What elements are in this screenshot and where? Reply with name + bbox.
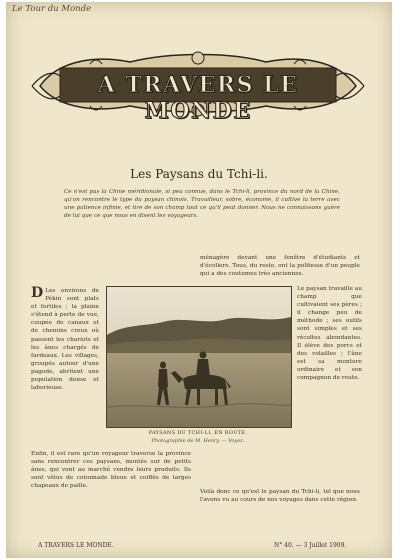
text-column-bottom-right: Voilà donc ce qu'est le paysan du Tchi-li, tel que nous l'avons vu au cours de nos voyages dans cette région. (200, 489, 360, 504)
text-column-right: Le paysan travaille au champ que cultivaient ses pères ; il change peu de méthode ; ses outils sont simples et ses récoltes abondantes. Il élève des porcs et des volailles ; l'âne est sa monture ordinaire et son compagnon de route. (297, 286, 362, 382)
drop-cap: D (31, 285, 44, 301)
text-column-left: D Les environs de Pékin sont plats et fertiles ; la plaine s'étend à perte de vue, coupée de canaux et de chemins creux où passent les chariots et les ânes chargés de fardeaux. Les villages, groupés autour d'une pagode, abritent une population dense et laborieuse. (31, 285, 99, 392)
footer-left: A TRAVERS LE MONDE. (38, 542, 114, 549)
photo-caption: PAYSANS DU TCHI-LI, EN ROUTE. (148, 430, 248, 436)
banner-title: A TRAVERS LE MONDE (97, 72, 299, 124)
text-column-bottom-left: Enfin, il est rare qu'un voyageur traverse la province sans rencontrer ces paysans, montés sur de petits ânes, qui vont au marché vendre leurs produits. Ils sont vêtus de cotonnade bleue et coiffés de larges chapeaux de paille. (31, 451, 191, 490)
journal-title: Le Tour du Monde (12, 4, 92, 14)
text-column-right-top: ménagère devant une fenêtre d'étudiants et d'écoliers. Tous, du reste, ont la politesse d'un peuple qui a des coutumes très anciennes. (200, 255, 360, 278)
photo-credit: Photographie de M. Henry. — Voyez. (151, 438, 245, 444)
article-intro: Ce n'est pas la Chine méridionale, si peu connue, dans le Tchi-li, province du nord de la Chine, qu'on rencontre le type du paysan chinois. Travailleur, sobre, économe, il cultive la terre avec une patience infinie, et tire de son champ tout ce qu'il peut donner. Nous ne connaissons guère de lui que ce que nous en disent les voyageurs. (64, 189, 340, 219)
footer-right: N° 40. — 3 Juillet 1909. (274, 542, 347, 549)
article-title: Les Paysans du Tchi-li. (130, 167, 268, 181)
header-banner (30, 48, 366, 124)
photo-scene-icon (107, 287, 291, 427)
photograph (106, 286, 292, 428)
page (6, 2, 392, 558)
